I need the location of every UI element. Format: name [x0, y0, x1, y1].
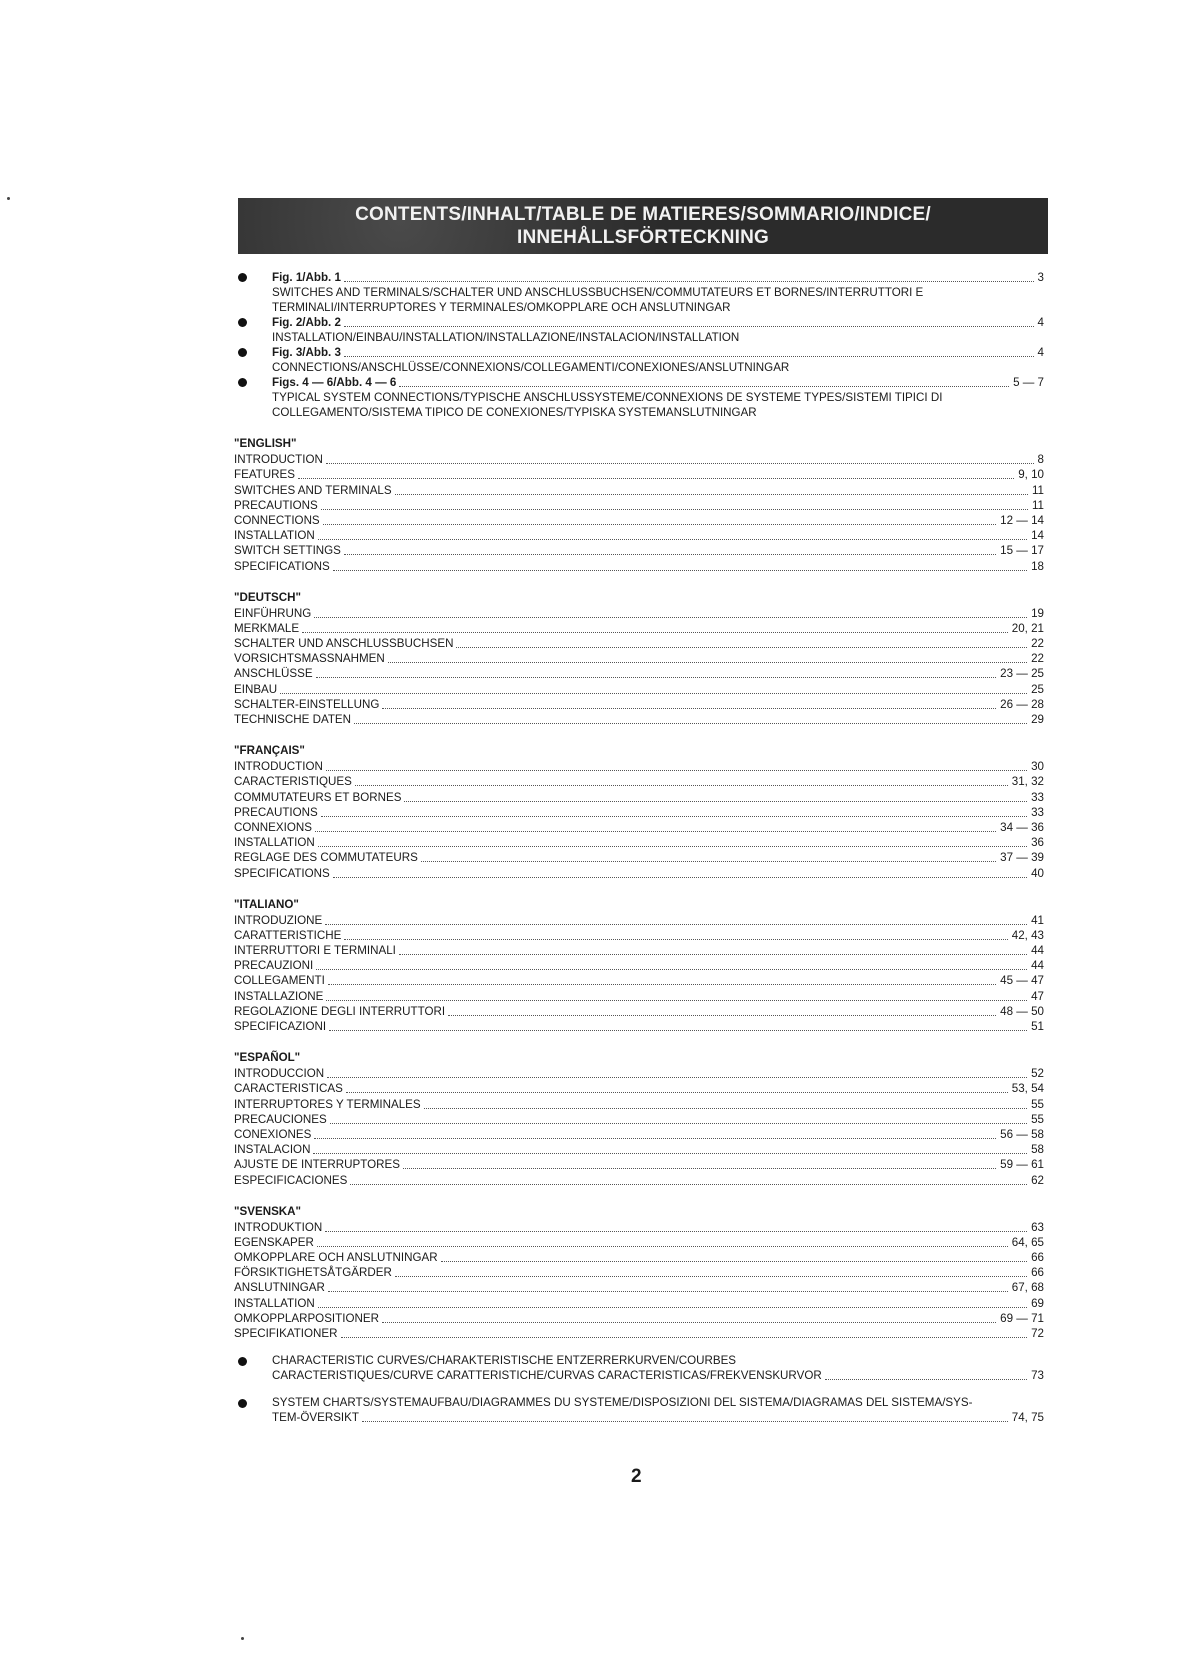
dot-leader: [424, 1108, 1027, 1109]
bullet-icon: [238, 378, 247, 387]
language-heading: "ESPAÑOL": [234, 1051, 301, 1064]
toc-entry: [234, 820, 1044, 835]
entry-page: 66: [1031, 1266, 1044, 1280]
entry-page: 37 — 39: [1000, 851, 1044, 865]
entry-page: 15 — 17: [1000, 544, 1044, 558]
header-title-line1: CONTENTS/INHALT/TABLE DE MATIERES/SOMMARIO/INDICE/: [355, 204, 931, 225]
toc-entry: [234, 1112, 1044, 1127]
dot-leader: [344, 281, 1034, 282]
toc-entry: [234, 928, 1044, 943]
scan-speck: [7, 197, 10, 200]
dot-leader: [325, 924, 1027, 925]
entry-page: 66: [1031, 1251, 1044, 1265]
language-section: [234, 590, 1044, 728]
entry-title: INSTALLATION: [234, 836, 315, 850]
entry-page: 8: [1037, 453, 1044, 467]
entry-page: 55: [1031, 1112, 1044, 1126]
dot-leader: [344, 326, 1034, 327]
dot-leader: [328, 984, 996, 985]
dot-leader: [302, 632, 1008, 633]
language-section: [234, 1050, 1044, 1188]
toc-entry: [234, 1096, 1044, 1111]
language-heading: "FRANÇAIS": [234, 744, 305, 757]
toc-entry: [234, 513, 1044, 528]
toc-entry: [234, 1265, 1044, 1280]
dot-leader: [318, 846, 1027, 847]
entry-title: COLLEGAMENTI: [234, 974, 325, 988]
entry-title: REGLAGE DES COMMUTATEURS: [234, 851, 418, 865]
figure-list: [234, 270, 1044, 420]
table-of-contents: [234, 270, 1044, 1425]
language-section: [234, 1204, 1044, 1342]
entry-title: INSTALACION: [234, 1143, 311, 1157]
entry-page: 33: [1031, 805, 1044, 819]
toc-entry: [234, 789, 1044, 804]
figure-item: [234, 270, 1044, 315]
appendix-row: [272, 1368, 1044, 1383]
language-heading: "SVENSKA": [234, 1204, 302, 1218]
entry-page: 67, 68: [1011, 1281, 1044, 1295]
entry-page: 56 — 58: [1000, 1127, 1044, 1141]
entry-page: 64, 65: [1011, 1235, 1044, 1249]
bullet-icon: [238, 1399, 247, 1408]
entry-title: INTRODUKTION: [234, 1220, 323, 1234]
language-section: [234, 436, 1044, 574]
language-heading: "ENGLISH": [234, 437, 297, 450]
entry-page: 22: [1031, 652, 1044, 666]
toc-entry: [234, 1019, 1044, 1034]
toc-entry: [234, 1127, 1044, 1142]
toc-entry: [234, 1081, 1044, 1096]
dot-leader: [280, 693, 1027, 694]
dot-leader: [329, 1030, 1027, 1031]
entry-title: PRECAUTIONS: [234, 498, 318, 512]
entry-title: INSTALLAZIONE: [234, 989, 324, 1003]
toc-entry: [234, 913, 1044, 928]
toc-entry: [234, 1235, 1044, 1250]
dot-leader: [317, 1246, 1008, 1247]
entry-title: OMKOPPLARE OCH ANSLUTNINGAR: [234, 1251, 438, 1265]
toc-entry: [234, 759, 1044, 774]
language-section: [234, 897, 1044, 1035]
toc-entry: [234, 805, 1044, 820]
entry-title: SPECIFICAZIONI: [234, 1020, 327, 1033]
toc-entry: [234, 558, 1044, 573]
figure-item: [234, 345, 1044, 375]
entry-page: 33: [1031, 790, 1044, 804]
dot-leader: [403, 1168, 996, 1169]
entry-title: REGOLAZIONE DEGLI INTERRUTTORI: [234, 1004, 446, 1018]
bullet-icon: [238, 318, 247, 327]
entry-title: FEATURES: [234, 468, 295, 482]
toc-entry: [234, 712, 1044, 727]
entry-title: PRECAUZIONI: [234, 959, 314, 973]
entry-page: 34 — 36: [1000, 820, 1044, 834]
dot-leader: [330, 1123, 1027, 1124]
toc-entry: [234, 636, 1044, 651]
entry-page: 53, 54: [1011, 1082, 1044, 1096]
figure-item: [234, 315, 1044, 345]
dot-leader: [298, 478, 1014, 479]
appendix-item: [234, 1353, 1044, 1383]
entry-page: 20, 21: [1011, 621, 1044, 635]
toc-entry: [234, 865, 1044, 880]
toc-entry: [234, 697, 1044, 712]
toc-entry: [234, 452, 1044, 467]
toc-entry: [234, 681, 1044, 696]
dot-leader: [456, 647, 1027, 648]
toc-entry: [234, 467, 1044, 482]
entry-title: CARACTERISTIQUES/CURVE CARATTERISTICHE/CURVAS CARACTERISTICAS/FREKVENSKURVOR: [272, 1369, 822, 1382]
entry-title: FÖRSIKTIGHETSÅTGÄRDER: [234, 1266, 392, 1280]
dot-leader: [346, 1092, 1008, 1093]
entry-page: 69: [1031, 1296, 1044, 1310]
entry-page: 18: [1031, 559, 1044, 573]
toc-entry: [234, 973, 1044, 988]
dot-leader: [314, 1138, 996, 1139]
toc-entry: [234, 1311, 1044, 1326]
figure-description: SWITCHES AND TERMINALS/SCHALTER UND ANSCHLUSSBUCHSEN/COMMUTATEURS ET BORNES/INTERRUTTORI E TERMINALI/INTERRUPTORES Y TERMINALES/OMKOPPLARE OCH ANSLUTNINGAR: [272, 286, 924, 314]
dot-leader: [316, 677, 997, 678]
entry-title: INTRODUCTION: [234, 453, 323, 467]
toc-entry: [234, 958, 1044, 973]
entry-page: 19: [1031, 606, 1044, 620]
entry-title: PRECAUCIONES: [234, 1112, 327, 1126]
entry-page: 58: [1031, 1143, 1044, 1157]
entry-title: Figs. 4 — 6/Abb. 4 — 6: [272, 376, 397, 389]
toc-entry: [234, 1250, 1044, 1265]
entry-page: 51: [1031, 1020, 1044, 1033]
dot-leader: [399, 954, 1027, 955]
entry-page: 4: [1037, 316, 1044, 329]
entry-title: ESPECIFICACIONES: [234, 1173, 348, 1187]
entry-page: 59 — 61: [1000, 1158, 1044, 1172]
toc-entry: [234, 1004, 1044, 1019]
entry-page: 45 — 47: [1000, 974, 1044, 988]
dot-leader: [354, 723, 1027, 724]
dot-leader: [323, 524, 997, 525]
entry-title: CONNEXIONS: [234, 820, 312, 834]
language-heading: "ITALIANO": [234, 897, 299, 911]
entry-title: SPECIFICATIONS: [234, 866, 330, 880]
toc-entry: [234, 1172, 1044, 1187]
entry-page: 74, 75: [1011, 1411, 1044, 1424]
entry-page: 29: [1031, 713, 1044, 726]
entry-page: 72: [1031, 1327, 1044, 1340]
entry-title: CONEXIONES: [234, 1127, 312, 1141]
entry-page: 11: [1031, 498, 1044, 512]
dot-leader: [326, 1000, 1027, 1001]
entry-page: 36: [1031, 836, 1044, 850]
dot-leader: [362, 1421, 1008, 1422]
dot-leader: [395, 494, 1028, 495]
figure-row: [272, 270, 1044, 285]
figure-description: TYPICAL SYSTEM CONNECTIONS/TYPISCHE ANSCHLUSSYSTEME/CONNEXIONS DE SYSTEME TYPES/SISTEMI TIPICI DI COLLEGAMENTO/SISTEMA TIPICO DE CONEXIONES/TYPISKA SYSTEMANSLUTNINGAR: [272, 391, 943, 419]
appendix-line: SYSTEM CHARTS/SYSTEMAUFBAU/DIAGRAMMES DU SYSTEME/DISPOSIZIONI DEL SISTEMA/DIAGRAMAS DEL SISTEMA/SYS-: [272, 1396, 973, 1409]
entry-page: 26 — 28: [1000, 697, 1044, 711]
language-sections: [234, 436, 1044, 1341]
dot-leader: [321, 509, 1028, 510]
entry-title: CONNECTIONS: [234, 513, 320, 527]
dot-leader: [421, 861, 996, 862]
language-heading: "DEUTSCH": [234, 590, 302, 604]
entry-page: 40: [1031, 866, 1044, 880]
contents-header-banner: [238, 198, 1048, 254]
figure-row: [272, 345, 1044, 360]
toc-entry: [234, 543, 1044, 558]
figure-description: CONNECTIONS/ANSCHLÜSSE/CONNEXIONS/COLLEGAMENTI/CONEXIONES/ANSLUTNINGAR: [272, 361, 790, 374]
entry-title: INSTALLATION: [234, 529, 315, 543]
entry-page: 25: [1031, 682, 1044, 696]
toc-entry: [234, 666, 1044, 681]
entry-page: 69 — 71: [1000, 1311, 1044, 1325]
dot-leader: [825, 1379, 1027, 1380]
entry-title: Fig. 1/Abb. 1: [272, 271, 341, 284]
entry-page: 73: [1031, 1369, 1044, 1382]
dot-leader: [333, 570, 1027, 571]
dot-leader: [315, 831, 996, 832]
dot-leader: [350, 1184, 1027, 1185]
dot-leader: [341, 1337, 1028, 1338]
entry-title: EINBAU: [234, 682, 278, 696]
dot-leader: [344, 554, 996, 555]
entry-page: 3: [1037, 271, 1044, 284]
dot-leader: [326, 770, 1027, 771]
entry-title: EGENSKAPER: [234, 1235, 314, 1249]
entry-title: INTRODUCTION: [234, 760, 323, 774]
toc-entry: [234, 850, 1044, 865]
entry-title: SWITCHES AND TERMINALS: [234, 483, 392, 497]
appendix-line: CHARACTERISTIC CURVES/CHARAKTERISTISCHE ENTZERRERKURVEN/COURBES: [272, 1354, 737, 1367]
dot-leader: [355, 785, 1008, 786]
entry-title: AJUSTE DE INTERRUPTORES: [234, 1158, 400, 1172]
figure-description: INSTALLATION/EINBAU/INSTALLATION/INSTALLAZIONE/INSTALACION/INSTALLATION: [272, 331, 740, 344]
entry-page: 41: [1031, 913, 1044, 927]
entry-page: 42, 43: [1011, 928, 1044, 942]
entry-title: Fig. 3/Abb. 3: [272, 346, 341, 359]
entry-page: 44: [1031, 944, 1044, 958]
toc-entry: [234, 1295, 1044, 1310]
dot-leader: [318, 1307, 1027, 1308]
entry-page: 62: [1031, 1173, 1044, 1187]
entry-page: 30: [1031, 760, 1044, 774]
appendix-item: [234, 1395, 1044, 1425]
toc-entry: [234, 988, 1044, 1003]
dot-leader: [326, 463, 1034, 464]
entry-page: 63: [1031, 1220, 1044, 1234]
entry-title: INSTALLATION: [234, 1296, 315, 1310]
entry-title: CARATTERISTICHE: [234, 928, 342, 942]
dot-leader: [399, 386, 1009, 387]
dot-leader: [388, 662, 1027, 663]
dot-leader: [328, 1291, 1008, 1292]
dot-leader: [344, 356, 1034, 357]
toc-entry: [234, 1157, 1044, 1172]
entry-title: INTRODUZIONE: [234, 913, 323, 927]
toc-entry: [234, 498, 1044, 513]
entry-title: CARACTERISTIQUES: [234, 775, 352, 789]
figure-row: [272, 375, 1044, 390]
entry-page: 22: [1031, 637, 1044, 651]
dot-leader: [448, 1015, 996, 1016]
entry-title: OMKOPPLARPOSITIONER: [234, 1311, 379, 1325]
entry-page: 31, 32: [1011, 775, 1044, 789]
dot-leader: [321, 816, 1027, 817]
toc-entry: [234, 943, 1044, 958]
bullet-icon: [238, 348, 247, 357]
entry-title: TEM-ÖVERSIKT: [272, 1411, 359, 1424]
entry-title: SWITCH SETTINGS: [234, 544, 341, 558]
dot-leader: [441, 1261, 1028, 1262]
entry-title: MERKMALE: [234, 621, 300, 635]
dot-leader: [395, 1276, 1027, 1277]
figure-row: [272, 315, 1044, 330]
dot-leader: [344, 939, 1007, 940]
dot-leader: [318, 539, 1027, 540]
entry-title: VORSICHTSMASSNAHMEN: [234, 652, 385, 666]
entry-title: ANSLUTNINGAR: [234, 1281, 325, 1295]
toc-entry: [234, 1142, 1044, 1157]
entry-title: EINFÜHRUNG: [234, 606, 312, 620]
dot-leader: [313, 1153, 1027, 1154]
toc-entry: [234, 621, 1044, 636]
dot-leader: [404, 801, 1027, 802]
entry-title: SCHALTER-EINSTELLUNG: [234, 697, 380, 711]
entry-page: 14: [1031, 529, 1044, 543]
entry-title: INTERRUPTORES Y TERMINALES: [234, 1097, 421, 1111]
entry-title: INTERRUTTORI E TERMINALI: [234, 944, 396, 958]
entry-title: ANSCHLÜSSE: [234, 667, 313, 681]
toc-entry: [234, 606, 1044, 621]
toc-entry: [234, 1280, 1044, 1295]
toc-entry: [234, 651, 1044, 666]
figure-item: [234, 375, 1044, 420]
entry-page: 52: [1031, 1067, 1044, 1081]
toc-entry: [234, 774, 1044, 789]
entry-page: 9, 10: [1018, 468, 1044, 482]
entry-page: 47: [1031, 989, 1044, 1003]
entry-title: TECHNISCHE DATEN: [234, 713, 352, 726]
header-title-line2: INNEHÅLLSFÖRTECKNING: [516, 227, 770, 248]
page-number: 2: [631, 1466, 642, 1487]
dot-leader: [382, 1322, 996, 1323]
toc-entry: [234, 482, 1044, 497]
dot-leader: [316, 969, 1027, 970]
entry-title: SPECIFIKATIONER: [234, 1327, 338, 1340]
toc-entry: [234, 1326, 1044, 1341]
appendix-row: [272, 1410, 1044, 1425]
toc-entry: [234, 835, 1044, 850]
entry-page: 23 — 25: [1000, 667, 1044, 681]
bullet-icon: [238, 1357, 247, 1366]
entry-title: CARACTERISTICAS: [234, 1082, 343, 1096]
dot-leader: [325, 1231, 1027, 1232]
entry-title: Fig. 2/Abb. 2: [272, 316, 341, 329]
entry-page: 5 — 7: [1013, 376, 1044, 389]
language-section: [234, 743, 1044, 881]
dot-leader: [382, 708, 996, 709]
entry-page: 4: [1037, 346, 1044, 359]
entry-title: PRECAUTIONS: [234, 805, 318, 819]
toc-entry: [234, 1066, 1044, 1081]
bullet-icon: [238, 273, 247, 282]
toc-entry: [234, 1220, 1044, 1235]
toc-entry: [234, 528, 1044, 543]
entry-title: SCHALTER UND ANSCHLUSSBUCHSEN: [234, 637, 454, 651]
entry-title: COMMUTATEURS ET BORNES: [234, 790, 402, 804]
dot-leader: [314, 617, 1027, 618]
dot-leader: [333, 877, 1027, 878]
entry-page: 44: [1031, 959, 1044, 973]
dot-leader: [327, 1077, 1027, 1078]
entry-page: 55: [1031, 1097, 1044, 1111]
entry-page: 48 — 50: [1000, 1004, 1044, 1018]
entry-title: INTRODUCCION: [234, 1067, 325, 1081]
entry-title: SPECIFICATIONS: [234, 559, 330, 573]
appendix-list: [234, 1353, 1044, 1425]
entry-page: 11: [1031, 483, 1044, 497]
scan-speck: [241, 1637, 244, 1640]
entry-page: 12 — 14: [1000, 513, 1044, 527]
